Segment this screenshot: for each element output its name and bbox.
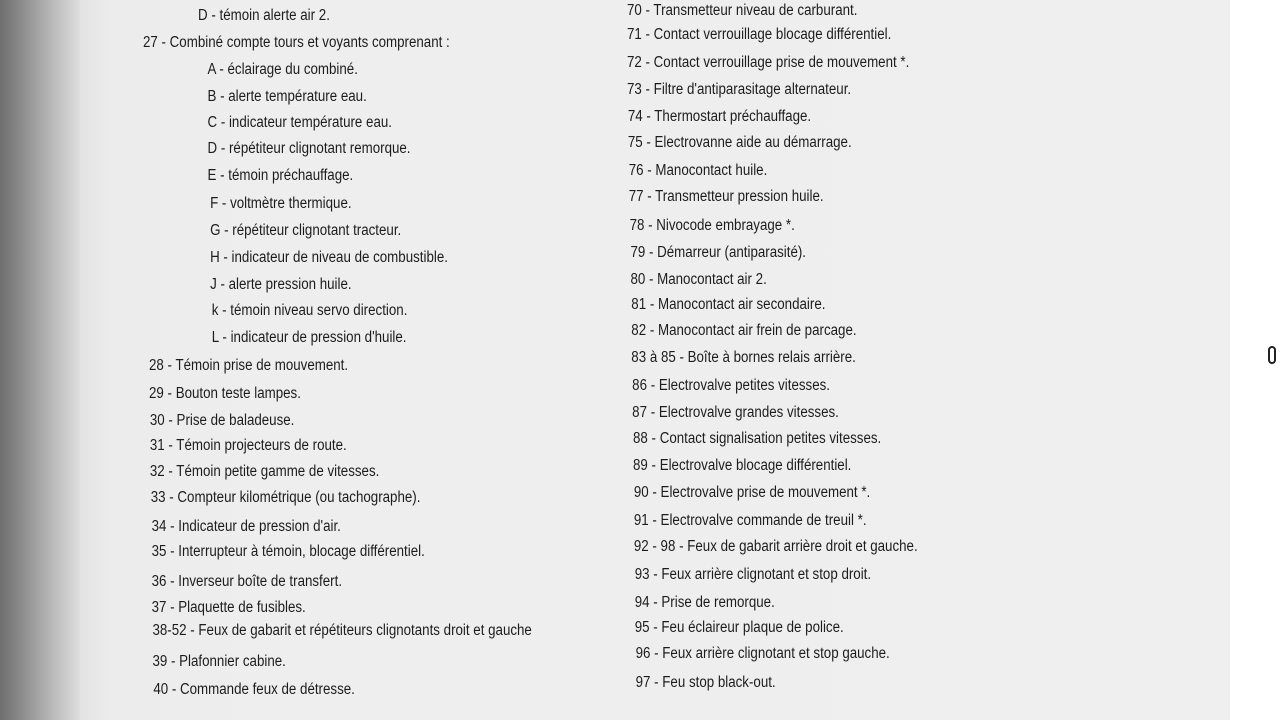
- legend-item: 77 - Transmetteur pression huile.: [628, 188, 824, 205]
- legend-item: 35 - Interrupteur à témoin, blocage différentiel.: [151, 543, 425, 560]
- legend-item: 83 à 85 - Boîte à bornes relais arrière.: [631, 349, 856, 366]
- legend-item: 27 - Combiné compte tours et voyants comprenant :: [143, 34, 450, 51]
- legend-item: 79 - Démarreur (antiparasité).: [630, 244, 807, 261]
- legend-item: 97 - Feu stop black-out.: [635, 674, 776, 691]
- legend-item: 74 - Thermostart préchauffage.: [627, 108, 812, 125]
- legend-item: 81 - Manocontact air secondaire.: [631, 296, 826, 313]
- legend-item: 76 - Manocontact huile.: [628, 162, 768, 179]
- legend-item: 72 - Contact verrouillage prise de mouvement *.: [627, 54, 910, 71]
- legend-item: 87 - Electrovalve grandes vitesses.: [632, 404, 839, 421]
- legend-subitem: E - témoin préchauffage.: [207, 167, 354, 184]
- legend-subitem: k - témoin niveau servo direction.: [211, 302, 408, 319]
- legend-subitem: F - voltmètre thermique.: [210, 195, 352, 212]
- legend-item: 75 - Electrovanne aide au démarrage.: [627, 134, 852, 151]
- legend-item: 29 - Bouton teste lampes.: [149, 385, 301, 402]
- legend-item: 70 - Transmetteur niveau de carburant.: [627, 2, 858, 19]
- legend-item: 92 - 98 - Feux de gabarit arrière droit et gauche.: [633, 538, 918, 555]
- edge-marker-icon: [1268, 346, 1276, 364]
- legend-item: 71 - Contact verrouillage blocage différentiel.: [627, 26, 892, 43]
- legend-subitem: H - indicateur de niveau de combustible.: [210, 249, 448, 266]
- legend-item: 82 - Manocontact air frein de parcage.: [631, 322, 857, 339]
- legend-item: 78 - Nivocode embrayage *.: [629, 217, 795, 234]
- legend-item: 90 - Electrovalve prise de mouvement *.: [633, 484, 871, 501]
- legend-subitem: A - éclairage du combiné.: [207, 61, 358, 78]
- legend-subitem: G - répétiteur clignotant tracteur.: [210, 222, 402, 239]
- legend-item: 40 - Commande feux de détresse.: [153, 681, 355, 698]
- legend-subitem: J - alerte pression huile.: [210, 276, 352, 293]
- legend-item: 28 - Témoin prise de mouvement.: [149, 357, 349, 374]
- legend-subitem: B - alerte température eau.: [207, 88, 367, 105]
- legend-item: 31 - Témoin projecteurs de route.: [149, 437, 347, 454]
- binding-shadow: [0, 0, 80, 720]
- legend-item: 36 - Inverseur boîte de transfert.: [151, 573, 343, 590]
- legend-subitem: C - indicateur température eau.: [207, 114, 392, 131]
- legend-item: 32 - Témoin petite gamme de vitesses.: [149, 463, 380, 480]
- legend-item: 91 - Electrovalve commande de treuil *.: [633, 512, 867, 529]
- legend-item: 34 - Indicateur de pression d'air.: [151, 518, 341, 535]
- legend-item: 88 - Contact signalisation petites vitesses.: [633, 430, 882, 447]
- legend-item: 93 - Feux arrière clignotant et stop droit.: [634, 566, 872, 583]
- legend-item: 89 - Electrovalve blocage différentiel.: [633, 457, 852, 474]
- legend-item: 37 - Plaquette de fusibles.: [151, 599, 306, 616]
- legend-item: 96 - Feux arrière clignotant et stop gauche.: [635, 645, 890, 662]
- legend-subitem: L - indicateur de pression d'huile.: [211, 329, 407, 346]
- legend-item: 33 - Compteur kilométrique (ou tachographe).: [150, 489, 421, 506]
- legend-item: 39 - Plafonnier cabine.: [152, 653, 286, 670]
- legend-subitem: D - répétiteur clignotant remorque.: [207, 140, 411, 157]
- legend-item: 30 - Prise de baladeuse.: [149, 412, 295, 429]
- legend-item: D - témoin alerte air 2.: [198, 7, 330, 24]
- legend-item: 80 - Manocontact air 2.: [630, 271, 767, 288]
- legend-item: 38-52 - Feux de gabarit et répétiteurs clignotants droit et gauche: [152, 622, 532, 639]
- legend-item: 94 - Prise de remorque.: [634, 594, 775, 611]
- legend-item: 95 - Feu éclaireur plaque de police.: [634, 619, 844, 636]
- legend-item: 86 - Electrovalve petites vitesses.: [632, 377, 830, 394]
- legend-item: 73 - Filtre d'antiparasitage alternateur.: [627, 81, 852, 98]
